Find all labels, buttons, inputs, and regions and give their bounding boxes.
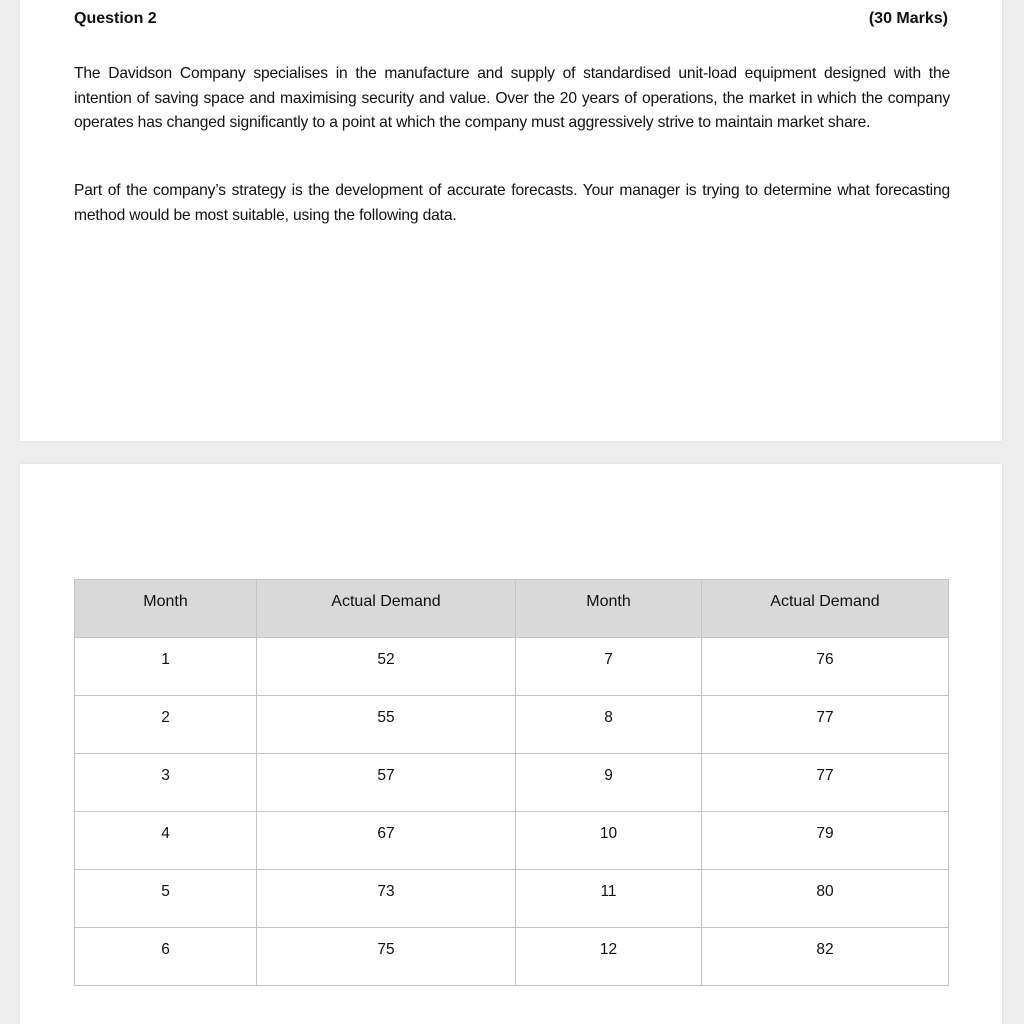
table-cell: 5 bbox=[75, 870, 257, 928]
table-row bbox=[75, 638, 949, 696]
header-month-2: Month bbox=[516, 580, 702, 638]
table-cell: 79 bbox=[702, 812, 949, 870]
table-cell: 76 bbox=[702, 638, 949, 696]
table-row bbox=[75, 754, 949, 812]
table-cell: 2 bbox=[75, 696, 257, 754]
table-cell: 57 bbox=[257, 754, 516, 812]
table-cell: 77 bbox=[702, 754, 949, 812]
table-cell: 6 bbox=[75, 928, 257, 986]
table-cell: 67 bbox=[257, 812, 516, 870]
table-cell: 4 bbox=[75, 812, 257, 870]
document-page-2 bbox=[20, 464, 1002, 1024]
table-cell: 52 bbox=[257, 638, 516, 696]
document-page-1 bbox=[20, 0, 1002, 441]
intro-paragraph: The Davidson Company specialises in the manufacture and supply of standardised unit-load equipment designed with the intention of saving space and maximising security and value. Over the 20 years of operations, the market in which the company operates has changed significantly to a point at which the company must aggressively strive to maintain market share. bbox=[74, 65, 950, 131]
table-cell: 1 bbox=[75, 638, 257, 696]
header-actual-demand-1: Actual Demand bbox=[257, 580, 516, 638]
question-heading bbox=[74, 8, 948, 30]
table-cell: 55 bbox=[257, 696, 516, 754]
table-row bbox=[75, 870, 949, 928]
table-cell: 77 bbox=[702, 696, 949, 754]
table-cell: 10 bbox=[516, 812, 702, 870]
strategy-paragraph: Part of the company’s strategy is the development of accurate forecasts. Your manager is trying to determine what forecasting method would be most suitable, using the following data. bbox=[74, 182, 950, 224]
table-cell: 80 bbox=[702, 870, 949, 928]
table-header-row bbox=[75, 580, 949, 638]
demand-table bbox=[74, 579, 949, 986]
table-cell: 82 bbox=[702, 928, 949, 986]
table-row bbox=[75, 812, 949, 870]
table-row bbox=[75, 928, 949, 986]
question-marks: (30 Marks) bbox=[868, 10, 948, 27]
header-month-1: Month bbox=[75, 580, 257, 638]
table-cell: 11 bbox=[516, 870, 702, 928]
table-cell: 9 bbox=[516, 754, 702, 812]
header-actual-demand-2: Actual Demand bbox=[702, 580, 949, 638]
table-cell: 3 bbox=[75, 754, 257, 812]
table-cell: 75 bbox=[257, 928, 516, 986]
table-row bbox=[75, 696, 949, 754]
table-cell: 8 bbox=[516, 696, 702, 754]
table-cell: 73 bbox=[257, 870, 516, 928]
table-cell: 12 bbox=[516, 928, 702, 986]
question-title: Question 2 bbox=[74, 10, 157, 27]
table-cell: 7 bbox=[516, 638, 702, 696]
